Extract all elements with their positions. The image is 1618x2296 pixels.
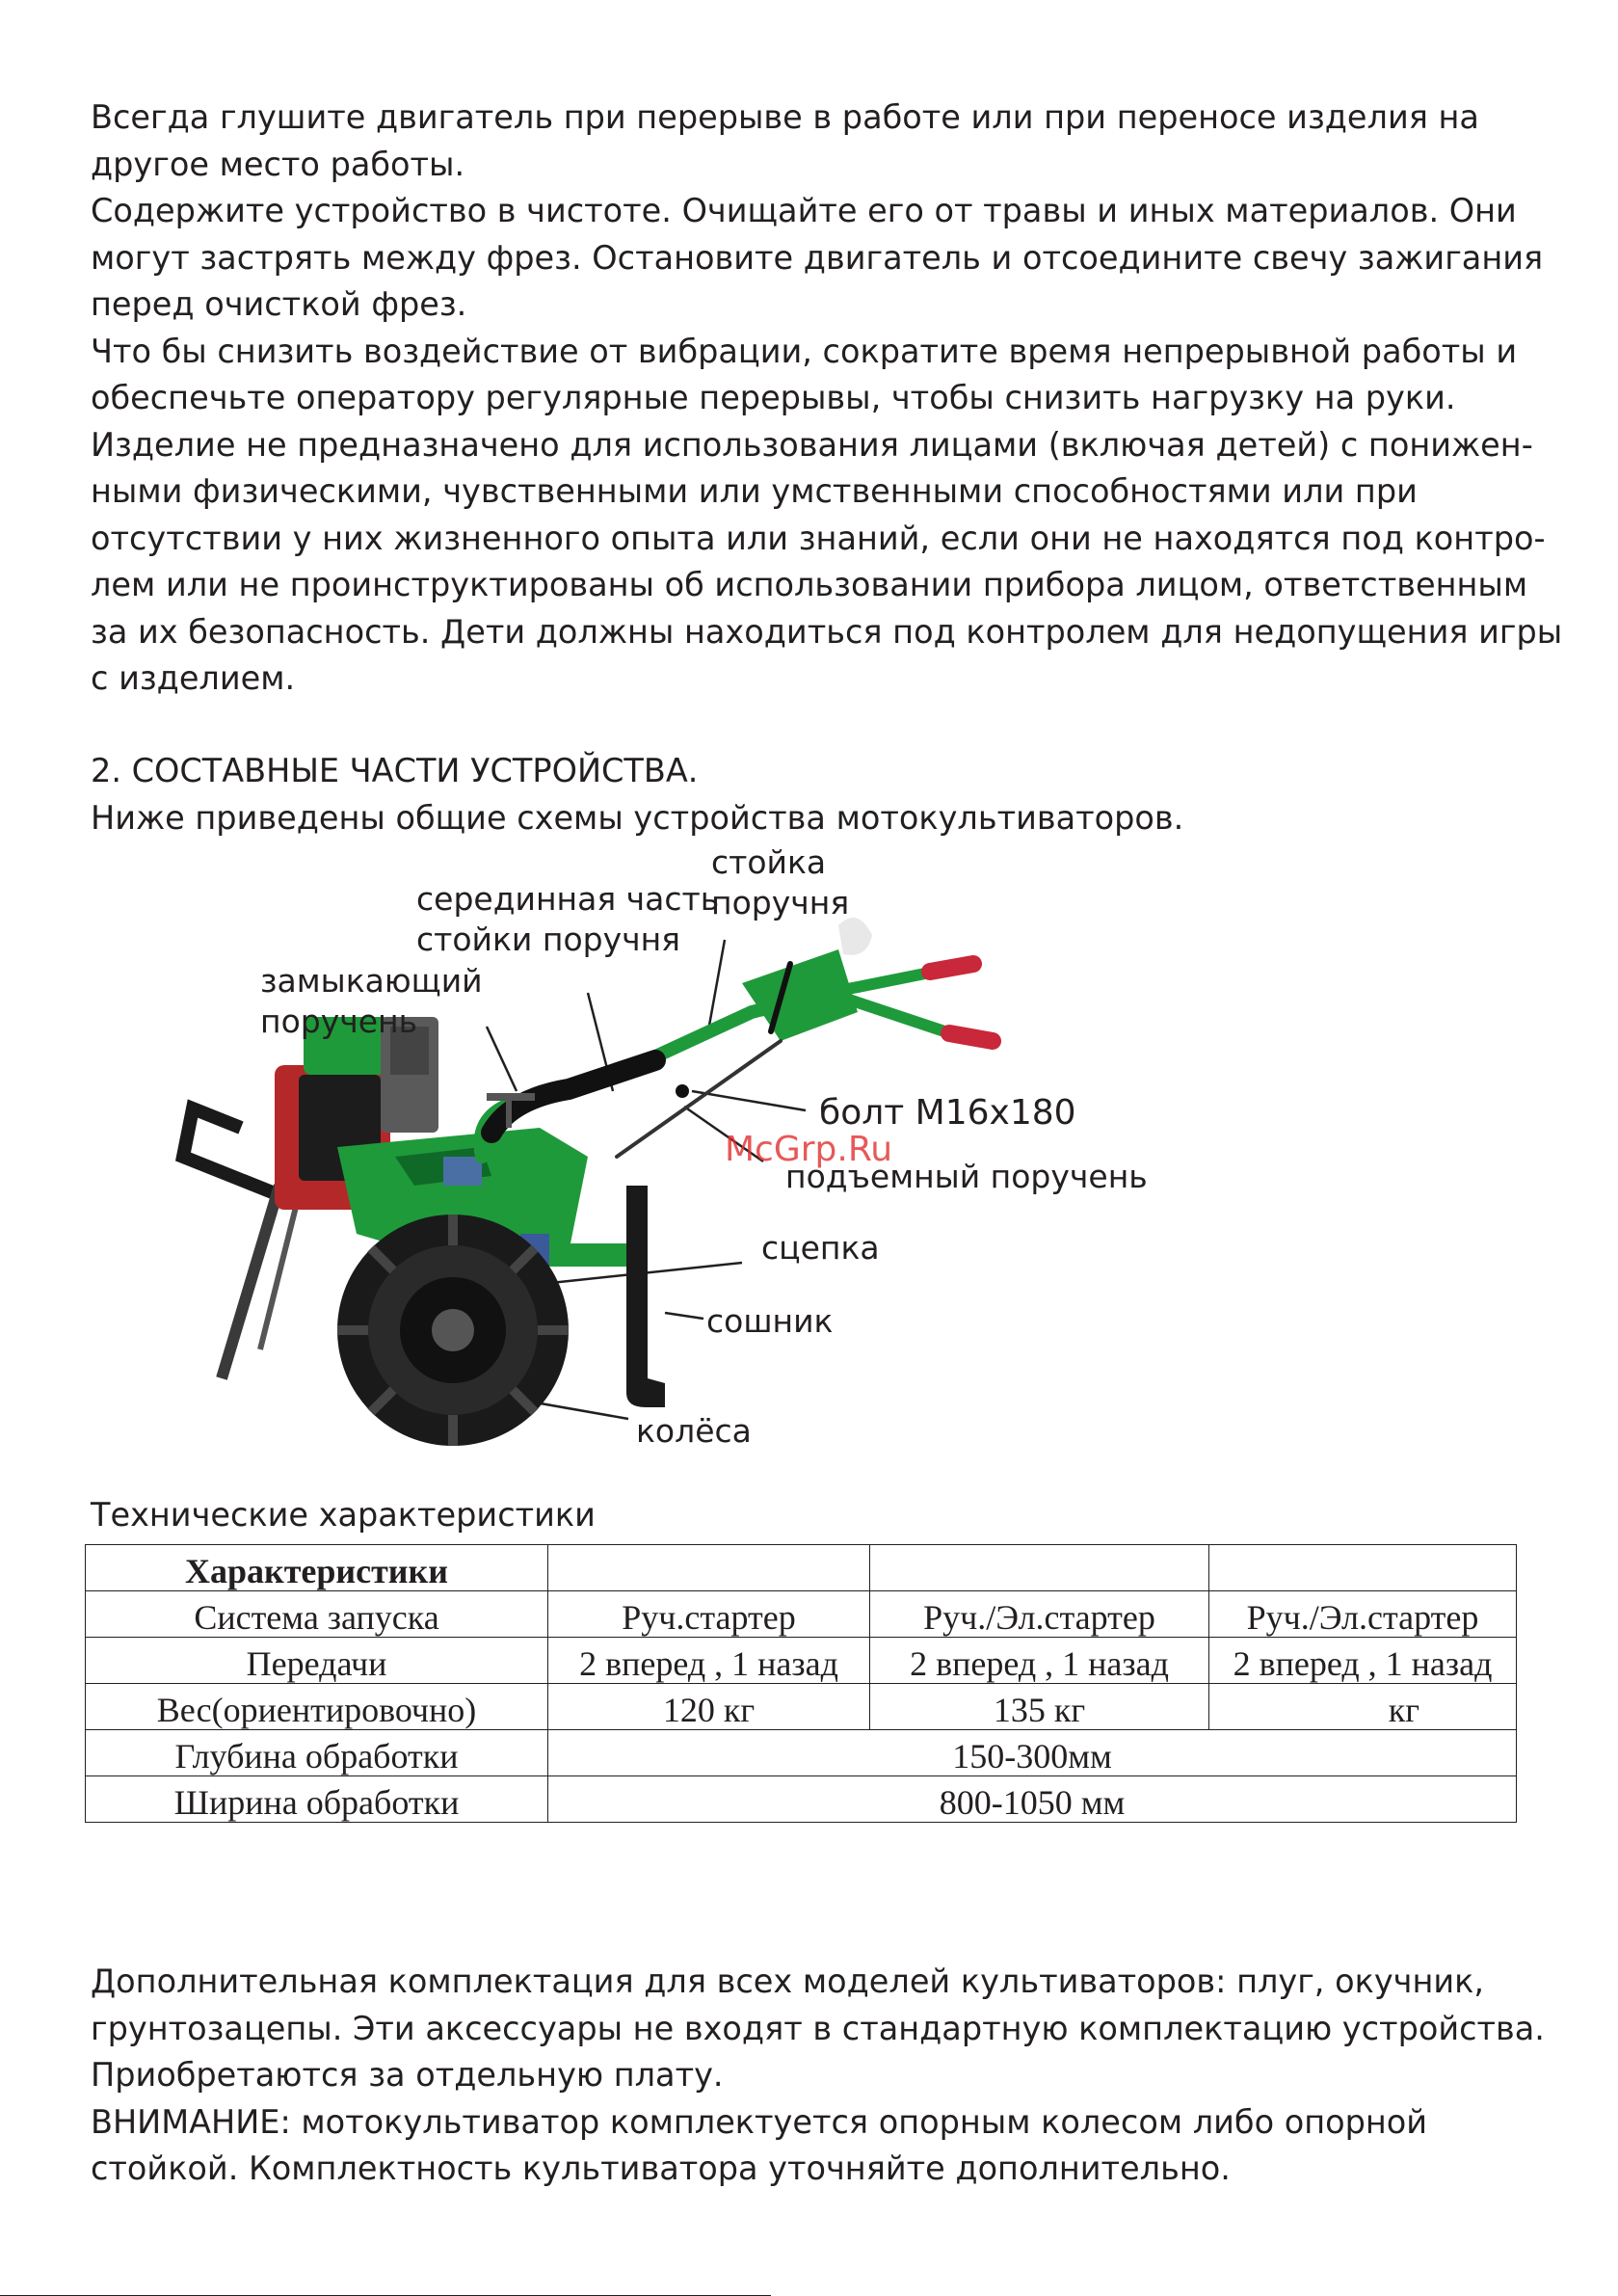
label-lift-handle: подъемный поручень bbox=[785, 1158, 1148, 1195]
section-header bbox=[91, 748, 1555, 841]
text-line: лем или не проинструктированы об использовании прибора лицом, ответственным bbox=[91, 566, 1528, 603]
text-line: перед очисткой фрез. bbox=[91, 285, 467, 323]
text-line: с изделием. bbox=[91, 659, 296, 697]
wheel bbox=[337, 1215, 569, 1446]
coulter-part bbox=[626, 1186, 665, 1407]
table-header-row bbox=[86, 1545, 1517, 1591]
header-cell: Характеристики bbox=[86, 1545, 548, 1591]
text-line: могут застрять между фрез. Остановите двигатель и отсоедините свечу зажигания bbox=[91, 238, 1544, 277]
leader-coulter bbox=[665, 1313, 703, 1319]
row-label: Вес(ориентировочно) bbox=[86, 1684, 548, 1730]
specs-table bbox=[85, 1544, 1517, 1823]
text-line: отсутствии у них жизненного опыта или знаний, если они не находятся под контро- bbox=[91, 519, 1546, 557]
header-cell bbox=[1209, 1545, 1517, 1591]
table-cell: 2 вперед , 1 назад bbox=[870, 1638, 1209, 1684]
text-line: грунтозацепы. Эти аксессуары не входят в стандартную комплектацию устройства. bbox=[91, 2009, 1545, 2047]
row-label: Передачи bbox=[86, 1638, 548, 1684]
text-line: Всегда глушите двигатель при перерыве в работе или при переносе изделия на bbox=[91, 98, 1479, 136]
label-handle-middle bbox=[416, 879, 719, 960]
label-line: поручень bbox=[260, 1002, 418, 1040]
text-line: стойкой. Комплектность культиватора уточняйте дополнительно. bbox=[91, 2149, 1231, 2187]
section-heading: 2. СОСТАВНЫЕ ЧАСТИ УСТРОЙСТВА. bbox=[91, 752, 699, 789]
text-line: за их безопасность. Дети должны находиться под контролем для недопущения игры bbox=[91, 612, 1563, 651]
text-line: Содержите устройство в чистоте. Очищайте его от травы и иных материалов. Они bbox=[91, 192, 1517, 229]
table-cell: кг bbox=[1209, 1684, 1517, 1730]
bolt-marker bbox=[676, 1084, 689, 1098]
header-cell bbox=[548, 1545, 870, 1591]
table-cell: 2 вперед , 1 назад bbox=[1209, 1638, 1517, 1684]
table-cell: 120 кг bbox=[548, 1684, 870, 1730]
text-line: другое место работы. bbox=[91, 145, 465, 183]
row-label: Система запуска bbox=[86, 1591, 548, 1638]
label-closing-handle bbox=[260, 961, 483, 1042]
footer-paragraph bbox=[91, 1959, 1555, 2193]
label-coulter: сошник bbox=[706, 1302, 834, 1340]
table-row bbox=[86, 1684, 1517, 1730]
intro-paragraph bbox=[91, 94, 1563, 703]
label-line: стойки поручня bbox=[416, 921, 681, 958]
text-line: обеспечьте оператору регулярные перерывы, чтобы снизить нагрузку на руки. bbox=[91, 379, 1456, 416]
leader-closing-handle bbox=[487, 1027, 517, 1091]
text-line: Дополнительная комплектация для всех моделей культиваторов: плуг, окучник, bbox=[91, 1962, 1485, 2000]
text-line: Изделие не предназначено для использования лицами (включая детей) с понижен- bbox=[91, 425, 1533, 464]
label-hitch: сцепка bbox=[761, 1229, 880, 1267]
label-line: серединная часть bbox=[416, 880, 720, 918]
specs-title bbox=[91, 1492, 1555, 1539]
text-line: Приобретаются за отдельную плату. bbox=[91, 2056, 724, 2094]
specs-title-text: Технические характеристики bbox=[91, 1496, 596, 1534]
table-cell: Руч./Эл.стартер bbox=[870, 1591, 1209, 1638]
table-cell: 135 кг bbox=[870, 1684, 1209, 1730]
label-wheels: колёса bbox=[636, 1412, 752, 1450]
label-line: поручня bbox=[711, 884, 850, 921]
text-line: ВНИМАНИЕ: мотокультиватор комплектуется опорным колесом либо опорной bbox=[91, 2102, 1428, 2141]
label-bolt: болт М16х180 bbox=[819, 1093, 1076, 1133]
text-line: Что бы снизить воздействие от вибрации, сократите время непрерывной работы и bbox=[91, 332, 1518, 370]
table-cell: Руч./Эл.стартер bbox=[1209, 1591, 1517, 1638]
row-label: Ширина обработки bbox=[86, 1776, 548, 1823]
text-line: ными физическими, чувственными или умственными способностями или при bbox=[91, 472, 1418, 510]
section-subtitle: Ниже приведены общие схемы устройства мотокультиваторов. bbox=[91, 798, 1184, 837]
table-row bbox=[86, 1591, 1517, 1638]
table-cell: 2 вперед , 1 назад bbox=[548, 1638, 870, 1684]
table-row bbox=[86, 1730, 1517, 1776]
table-cell: Руч.стартер bbox=[548, 1591, 870, 1638]
label-handle-post bbox=[711, 842, 849, 923]
watermark: McGrp.Ru bbox=[725, 1130, 893, 1169]
table-row bbox=[86, 1776, 1517, 1823]
table-row bbox=[86, 1638, 1517, 1684]
table-cell: 800-1050 мм bbox=[548, 1776, 1517, 1823]
row-label: Глубина обработки bbox=[86, 1730, 548, 1776]
label-line: замыкающий bbox=[260, 962, 483, 1000]
header-cell bbox=[870, 1545, 1209, 1591]
table-cell: 150-300мм bbox=[548, 1730, 1517, 1776]
leader-bolt bbox=[692, 1091, 806, 1110]
label-line: стойка bbox=[711, 843, 827, 881]
